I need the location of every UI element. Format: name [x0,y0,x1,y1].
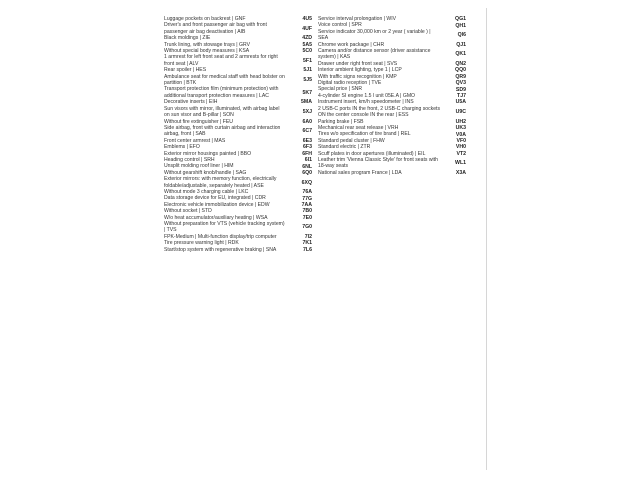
option-code: 7G0 [302,224,312,231]
option-code: 5XJ [302,109,312,116]
option-code: 7AA [301,201,312,208]
option-description: Drawer under right front seat | SVS [318,60,398,67]
option-row [318,170,466,176]
option-description: Instrument insert, km/h speedometer | INS [318,99,414,106]
option-description: Digital radio reception | TVE [318,80,382,87]
option-row [318,29,466,42]
option-description: Voice control | SPR [318,22,362,29]
option-row [318,106,466,119]
option-code: QN2 [455,61,466,68]
option-description: 4-cylinder SI engine 1.5 l unit 05E.A | GMO [318,92,416,99]
option-description: Heading control | SRH [164,156,215,163]
page-edge-divider [486,8,487,470]
option-description: Camera and/or distance sensor (driver assistance system) | KAS [318,48,431,61]
right-option-column [318,16,466,176]
option-description: Scuff plates in door apertures (illuminated) | EIL [318,150,426,157]
option-description: Data storage device for EU, integrated | CDR [164,195,266,202]
option-row [318,48,466,61]
option-row [164,176,312,189]
option-description: Decorative inserts | EIH [164,99,218,106]
option-description: 2 USB-C ports IN the front, 2 USB-C charging sockets ON the center console IN the rear | ESS [318,105,441,119]
option-code: 7K1 [302,240,312,247]
option-code: VT2 [456,150,466,157]
option-code: UK3 [455,125,466,132]
option-code: 6I1 [304,157,312,164]
option-row [164,22,312,35]
option-code: U5A [455,99,466,106]
option-row [318,157,466,170]
option-code: 4U5 [302,16,312,23]
option-code: X3A [455,169,466,176]
option-description: Unsplit molding roof liner | HIM [164,163,234,170]
option-code: TJ7 [457,93,466,100]
option-row [164,106,312,119]
option-description: Exterior mirror housings painted | BBO [164,150,252,157]
option-code: 4UF [302,25,312,32]
option-description: With traffic signs recognition | KMP [318,73,397,80]
left-option-column [164,16,312,253]
option-code: 6C7 [302,128,312,135]
option-code: QJ1 [456,41,466,48]
option-code: 6FH [302,150,312,157]
option-description: Without socket | STD [164,208,212,215]
option-code: WL1 [455,160,466,167]
option-code: 5MA [301,99,312,106]
option-description: Without fire extinguisher | FEU [164,118,233,125]
option-description: Interior ambient lighting, type 1 | LCP [318,67,402,74]
option-description: Transport protection film (minimum protection) with additional transport protection measures | LAC [164,86,279,99]
option-description: FPK-Medium | Multi-function display/trip computer [164,233,277,240]
option-code: VF0 [456,137,466,144]
option-description: Ambulance seat for medical staff with head bolster on partition | BTK [164,73,285,87]
option-code: QV3 [455,80,466,87]
option-code: 5K7 [302,89,312,96]
option-code: 7L6 [303,246,312,253]
option-description: Black moldings | ZIE [164,35,211,42]
option-description: Emblems | EFO [164,144,200,151]
option-description: Driver's and front passenger air bag with front passenger air bag deactivation | AIB [164,22,267,35]
option-description: Tire pressure warning light | RDK [164,240,239,247]
option-description: Standard electric | ZTR [318,144,371,151]
option-code: QI6 [457,32,466,39]
option-description: Front center armrest | MAS [164,137,226,144]
option-description: Electronic vehicle immobilization device | EDW [164,201,270,208]
option-row [164,247,312,253]
option-row [164,125,312,138]
option-code: 5J1 [303,67,312,74]
option-description: Side airbag, front with curtain airbag and interaction airbag, front | SAB [164,124,281,138]
option-code: 6XQ [301,179,312,186]
option-description: Start/stop system with regenerative braking | SNA [164,246,277,253]
option-code: SD9 [455,86,466,93]
option-description: 1 armrest for left front seat and 2 armrests for right front seat | ALV [164,54,278,67]
option-description: Special price | SNR [318,86,363,93]
option-code: 6A0 [302,118,312,125]
option-description: Sun visors with mirror, illuminated, with airbag label on sun visor and B-pillar | SON [164,105,280,119]
option-row [164,221,312,234]
option-code: QH1 [455,22,466,29]
option-code: 7B0 [302,208,312,215]
option-description: Trunk lining, with stowage trays | GRV [164,41,250,48]
option-code: 5A5 [302,41,312,48]
option-code: 7E0 [302,214,312,221]
option-description: Leather trim 'Vienna Classic Style' for front seats with 18-way seats [318,156,438,170]
option-description: Parking brake | FSB [318,118,364,125]
option-description: Luggage pockets on backrest | GNF [164,16,246,22]
option-code: 5J5 [303,77,312,84]
option-code: 7I2 [304,234,312,241]
option-description: National sales program France | LDA [318,169,402,176]
option-code: 76A [302,189,312,196]
option-code: 6E3 [302,137,312,144]
option-code: 6NL [302,163,312,170]
option-description: Chrome work package | CHR [318,41,385,48]
option-code: 5F1 [303,57,312,64]
option-row [164,54,312,67]
option-code: 77G [302,195,312,202]
option-description: Mechanical rear seat release | VRH [318,124,399,131]
option-code: U9C [455,109,466,116]
option-code: 4ZD [302,35,312,42]
option-description: W/o heat accumulator/auxiliary heating | WSA [164,214,268,221]
option-code: 6F3 [303,144,312,151]
option-row [164,74,312,87]
option-description: Standard pedal cluster | FHW [318,137,385,144]
option-description: Without preparation for VTS (vehicle tracking system) | TVS [164,221,285,234]
option-code: 5C0 [302,48,312,55]
option-code: QK1 [455,51,466,58]
option-code: V0A [455,131,466,138]
option-code: 6Q0 [302,169,312,176]
option-code: UH2 [455,118,466,125]
option-code: VH0 [455,144,466,151]
option-code: QG1 [455,16,466,23]
option-description: Service indicator 30,000 km or 2 year ( variable ) | SEA [318,28,431,42]
option-description: Exterior mirrors: with memory function, electrically foldable/adjustable, separately heated | ASE [164,176,277,189]
option-code: QR9 [455,73,466,80]
option-description: Without special body measures | KSA [164,48,250,55]
option-description: Without mode 3 charging cable | LKC [164,188,249,195]
option-description: Without gearshift knob/handle | SAG [164,169,247,176]
option-description: Tires w/o specification of tire brand | REL [318,131,411,138]
option-code: QQ0 [455,67,466,74]
option-description: Rear spoiler | HES [164,67,207,74]
option-description: Service interval prolongation | WIV [318,16,397,22]
option-row [164,86,312,99]
